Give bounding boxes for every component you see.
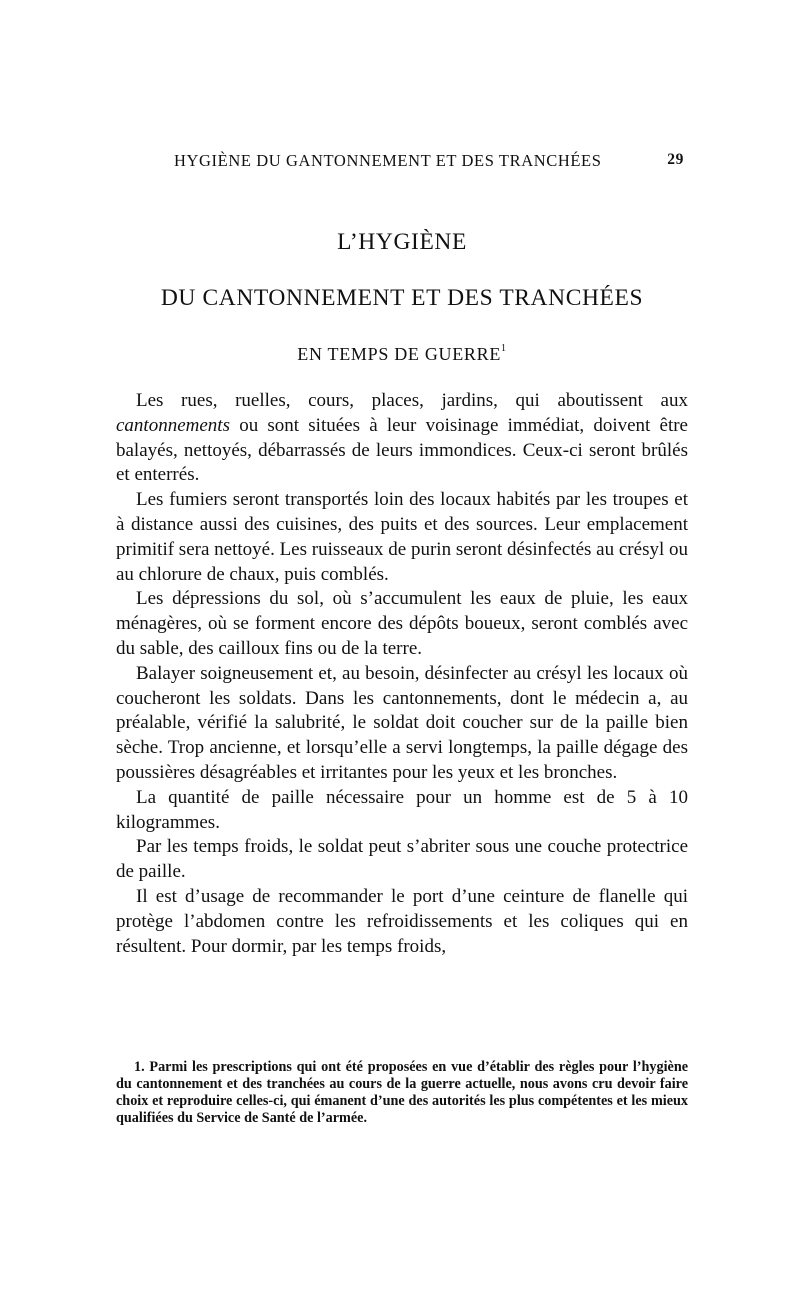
running-head — [116, 151, 688, 175]
footnote-marker: 1. — [134, 1059, 145, 1075]
paragraph-7: Il est d’usage de recommander le port d’une ceinture de flanelle qui protège l’abdomen contre les refroidissements et les coliques qui en résultent. Pour dormir, par les temps froids, — [116, 885, 688, 957]
running-head-title: HYGIÈNE DU GANTONNEMENT ET DES TRANCHÉES — [174, 151, 602, 170]
paragraph-1-intro: Les rues, ruelles, cours, places, jardins, qui aboutissent aux — [136, 390, 688, 411]
page-number: 29 — [667, 151, 684, 168]
body-text — [116, 389, 688, 959]
paragraph-3: Les dépressions du sol, où s’accumulent les eaux de pluie, les eaux ménagères, où se forment encore des dépôts boueux, seront comblés avec du sable, des cailloux fins ou de la terre. — [116, 588, 688, 659]
chapter-subtitle-text: EN TEMPS DE GUERRE — [297, 344, 502, 364]
footnote-reference: 1 — [501, 343, 507, 354]
footnote-paragraph — [116, 1059, 688, 1127]
paragraph-1-italic-term: cantonnements — [116, 414, 230, 436]
chapter-heading — [116, 224, 688, 369]
paragraph-6: Par les temps froids, le soldat peut s’abriter sous une couche protectrice de paille. — [116, 836, 688, 883]
chapter-subtitle — [116, 336, 688, 369]
paragraph-1-rest: ou sont situées à leur voisinage immédiat, doivent être balayés, nettoyés, débarrassés de leurs immondices. Ceux-ci seront brûlés et enterrés. — [116, 414, 688, 486]
footnote — [116, 1059, 688, 1127]
paragraph-4: Balayer soigneusement et, au besoin, désinfecter au crésyl les locaux où coucheront les soldats. Dans les cantonnements, dont le médecin a, au préalable, vérifié la salubrité, le soldat doit coucher sur de la paille bien sèche. Trop ancienne, et lorsqu’elle a servi longtemps, la paille dégage des poussières désagréables et irritantes pour les yeux et les bronches. — [116, 662, 688, 783]
paragraph-5: La quantité de paille nécessaire pour un homme est de 5 à 10 kilogrammes. — [116, 786, 688, 833]
chapter-title-line-1: L’HYGIÈNE — [337, 229, 467, 255]
paragraph-2: Les fumiers seront transportés loin des locaux habités par les troupes et à distance aussi des cuisines, des puits et des sources. Leur emplacement primitif sera nettoyé. Les ruisseaux de purin seront désinfectés au crésyl ou au chlorure de chaux, puis comblés. — [116, 489, 688, 585]
chapter-title-line-2: DU CANTONNEMENT ET DES TRANCHÉES — [160, 285, 644, 311]
footnote-text: Parmi les prescriptions qui ont été proposées en vue d’établir des règles pour l’hygiène du cantonnement et des tranchées au cours de la guerre actuelle, nous avons cru devoir faire choix et reproduire celles-ci, qui émanent d’une des autorités les plus compétentes et les mieux qualifiées du Service de Santé de l’armée. — [116, 1059, 689, 1126]
paragraph-1 — [116, 389, 688, 488]
